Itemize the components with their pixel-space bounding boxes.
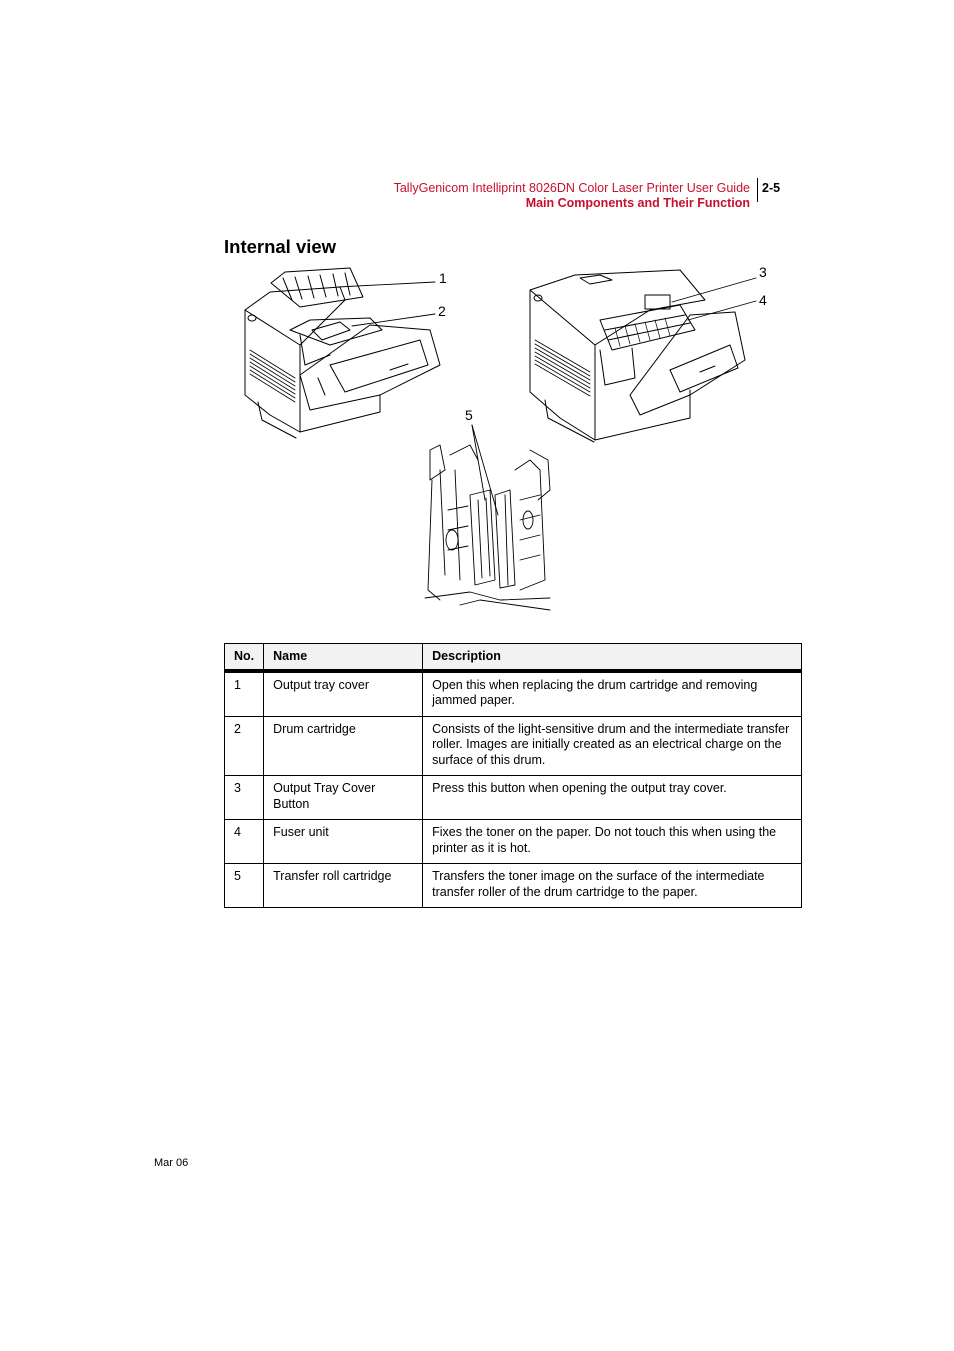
header-no: No. bbox=[225, 644, 264, 671]
header-name: Name bbox=[264, 644, 423, 671]
row-name: Output tray cover bbox=[264, 671, 423, 717]
row-description: Open this when replacing the drum cartridge and removing jammed paper. bbox=[423, 671, 802, 717]
page-number: 2-5 bbox=[762, 181, 781, 195]
internal-view-figure bbox=[0, 0, 954, 640]
row-description: Transfers the toner image on the surface of the intermediate transfer roller of the drum cartridge to the paper. bbox=[423, 864, 802, 908]
printer-left-illustration bbox=[245, 268, 440, 438]
section-title: Internal view bbox=[224, 236, 337, 257]
callout-1: 1 bbox=[439, 270, 447, 286]
row-no: 2 bbox=[225, 716, 264, 776]
table-row bbox=[225, 864, 802, 908]
row-name: Fuser unit bbox=[264, 820, 423, 864]
row-name: Transfer roll cartridge bbox=[264, 864, 423, 908]
transfer-roll-detail-illustration bbox=[425, 445, 550, 610]
footer-date: Mar 06 bbox=[154, 1157, 189, 1169]
row-no: 4 bbox=[225, 820, 264, 864]
components-table bbox=[224, 643, 802, 908]
callout-4: 4 bbox=[759, 292, 767, 308]
table-row bbox=[225, 820, 802, 864]
row-no: 1 bbox=[225, 671, 264, 717]
row-name: Drum cartridge bbox=[264, 716, 423, 776]
table-row bbox=[225, 776, 802, 820]
header-description: Description bbox=[423, 644, 802, 671]
callout-3: 3 bbox=[759, 264, 767, 280]
row-name: Output Tray Cover Button bbox=[264, 776, 423, 820]
callout-leader-lines bbox=[338, 278, 756, 515]
row-no: 5 bbox=[225, 864, 264, 908]
table-row bbox=[225, 671, 802, 717]
row-description: Fixes the toner on the paper. Do not touch this when using the printer as it is hot. bbox=[423, 820, 802, 864]
document-title: TallyGenicom Intelliprint 8026DN Color Laser Printer User Guide bbox=[393, 181, 750, 195]
row-description: Press this button when opening the output tray cover. bbox=[423, 776, 802, 820]
callout-2: 2 bbox=[438, 303, 446, 319]
callout-5: 5 bbox=[465, 407, 473, 423]
row-description: Consists of the light-sensitive drum and the intermediate transfer roller. Images are initially created as an electrical charge on the surface of this drum. bbox=[423, 716, 802, 776]
table-header-row bbox=[225, 644, 802, 671]
row-no: 3 bbox=[225, 776, 264, 820]
chapter-title: Main Components and Their Function bbox=[525, 196, 750, 210]
table-row bbox=[225, 716, 802, 776]
printer-right-illustration bbox=[530, 270, 745, 442]
